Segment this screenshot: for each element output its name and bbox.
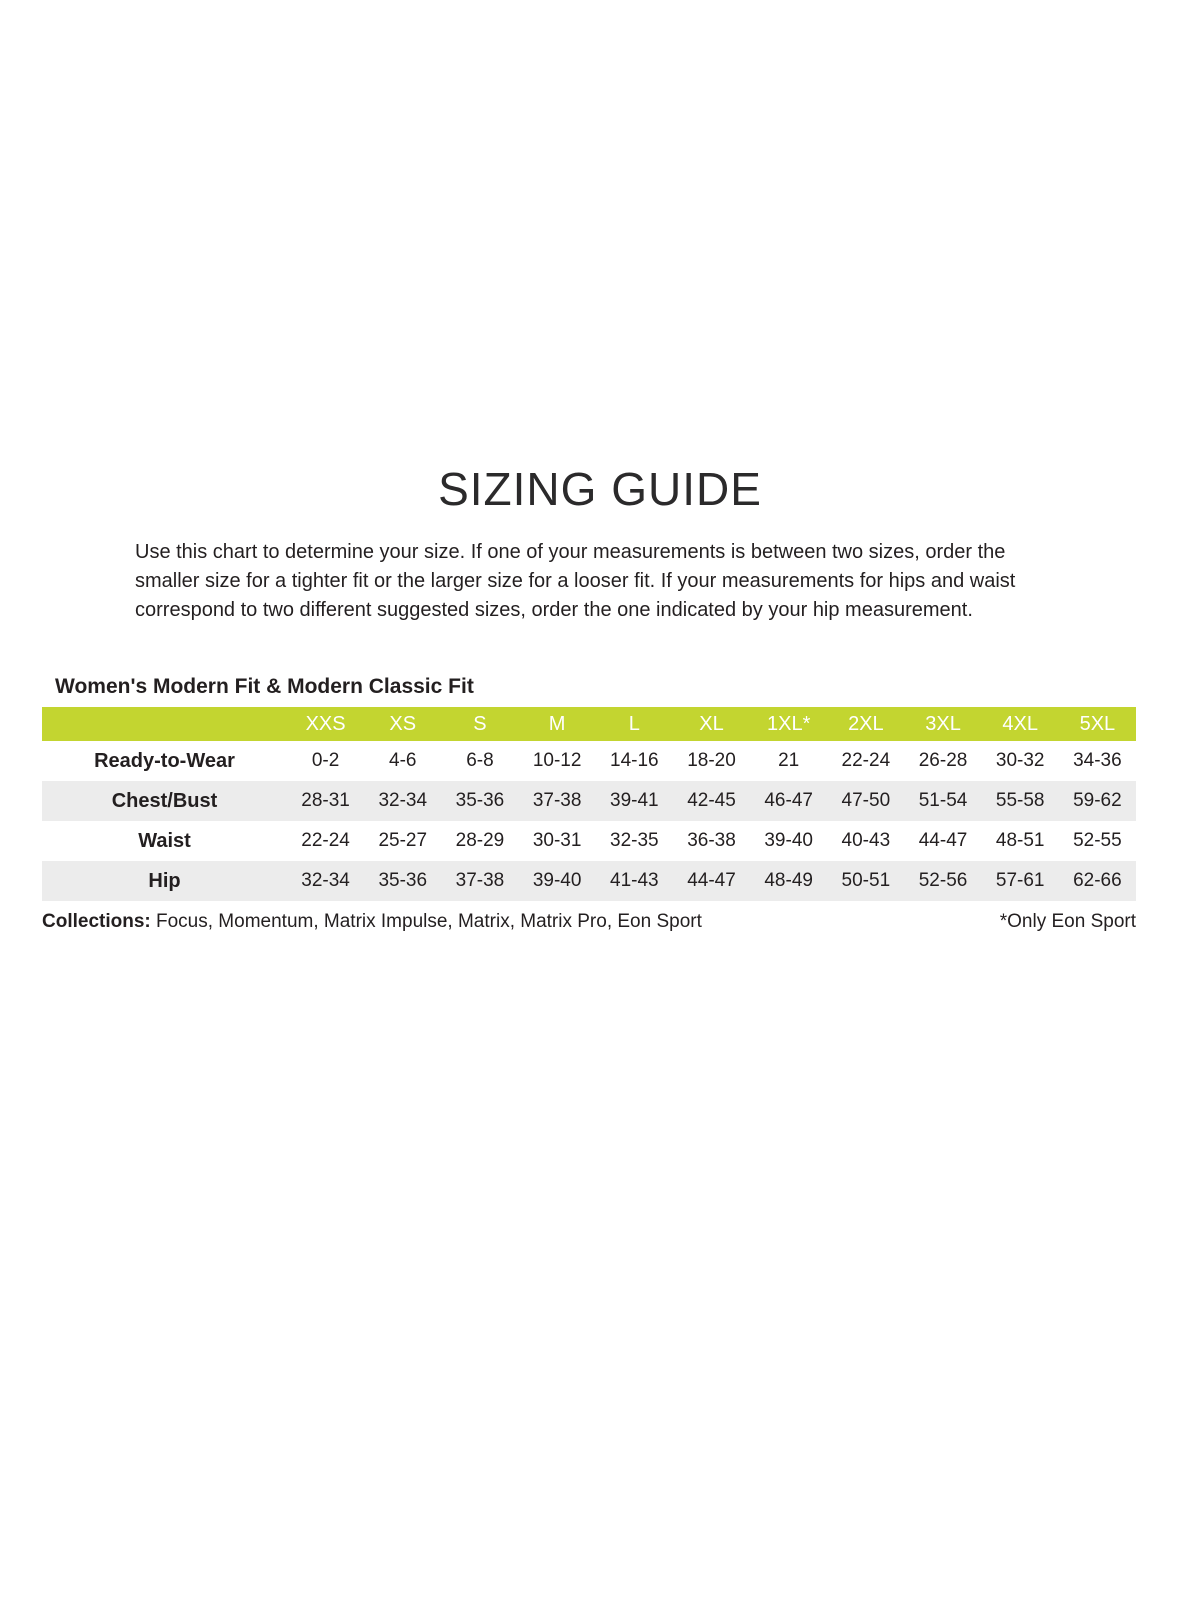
row-label: Hip	[148, 869, 181, 892]
header-cell-m: M	[548, 712, 566, 735]
table-cell: 48-51	[995, 830, 1045, 851]
size-table	[42, 707, 1136, 901]
table-cell: 39-40	[532, 870, 582, 891]
row-label: Ready-to-Wear	[94, 749, 235, 772]
table-cell: 32-34	[301, 870, 350, 891]
collections-line	[42, 911, 702, 933]
header-cell-s: S	[473, 712, 487, 735]
table-row	[42, 741, 1136, 781]
table-cell: 14-16	[610, 750, 659, 771]
table-cell: 51-54	[918, 790, 968, 811]
table-header-row	[42, 707, 1136, 741]
header-cell-xl: XL	[699, 712, 724, 735]
table-cell: 10-12	[532, 750, 582, 771]
row-label: Chest/Bust	[111, 789, 218, 812]
table-cell: 0-2	[311, 750, 340, 771]
page-title: SIZING GUIDE	[438, 463, 762, 515]
table-cell: 26-28	[918, 750, 968, 771]
table-cell: 37-38	[532, 790, 582, 811]
table-cell: 30-31	[532, 830, 582, 851]
row-label: Waist	[138, 829, 191, 852]
header-cell-xxs: XXS	[305, 712, 346, 735]
table-cell: 30-32	[995, 750, 1045, 771]
table-cell: 34-36	[1073, 750, 1122, 771]
table-cell: 52-56	[918, 870, 968, 891]
table-cell: 40-43	[841, 830, 891, 851]
collections-label: Collections:	[42, 911, 151, 932]
table-cell: 32-35	[610, 830, 659, 851]
header-cell-1xl: 1XL*	[766, 712, 811, 735]
table-cell: 57-61	[995, 870, 1045, 891]
table-cell: 50-51	[841, 870, 891, 891]
table-cell: 44-47	[918, 830, 968, 851]
table-cell: 39-41	[610, 790, 659, 811]
table-cell: 41-43	[610, 870, 659, 891]
table-cell: 48-49	[764, 870, 813, 891]
table-cell: 25-27	[378, 830, 428, 851]
table-footer	[42, 911, 1136, 933]
section-title: Women's Modern Fit & Modern Classic Fit	[55, 675, 474, 698]
table-cell: 6-8	[466, 750, 494, 771]
header-cell-l: L	[628, 712, 640, 735]
table-cell: 55-58	[995, 790, 1045, 811]
table-cell: 4-6	[389, 750, 417, 771]
header-cell-2xl: 2XL	[848, 712, 884, 735]
header-cell-4xl: 4XL	[1002, 712, 1039, 735]
intro-paragraph: Use this chart to determine your size. If one of your measurements is between two sizes, order the smaller size for a tighter fit or the larger size for a looser fit. If your measurements for hips and waist correspond to two different suggested sizes, order the one indicated by your hip measurement.	[135, 541, 1016, 621]
table-cell: 32-34	[378, 790, 428, 811]
table-cell: 44-47	[687, 870, 736, 891]
collections-text: Focus, Momentum, Matrix Impulse, Matrix, Matrix Pro, Eon Sport	[150, 911, 702, 932]
header-cell-3xl: 3XL	[925, 712, 961, 735]
table-cell: 36-38	[687, 830, 736, 851]
table-cell: 47-50	[841, 790, 891, 811]
table-cell: 42-45	[687, 790, 736, 811]
table-cell: 21	[778, 750, 800, 771]
table-cell: 59-62	[1073, 790, 1122, 811]
table-cell: 35-36	[378, 870, 428, 891]
table-cell: 22-24	[301, 830, 350, 851]
header-cell-xs: XS	[389, 712, 417, 735]
table-cell: 35-36	[455, 790, 505, 811]
table-cell: 39-40	[764, 830, 813, 851]
table-cell: 62-66	[1073, 870, 1122, 891]
header-cell-5xl: 5XL	[1079, 712, 1116, 735]
table-row	[42, 821, 1136, 861]
table-cell: 46-47	[764, 790, 813, 811]
table-cell: 52-55	[1073, 830, 1122, 851]
footnote: *Only Eon Sport	[999, 911, 1136, 932]
table-cell: 18-20	[687, 750, 736, 771]
table-cell: 37-38	[455, 870, 505, 891]
table-row	[42, 781, 1136, 821]
table-cell: 22-24	[841, 750, 891, 771]
table-cell: 28-31	[301, 790, 350, 811]
table-row	[42, 861, 1136, 901]
table-cell: 28-29	[455, 830, 505, 851]
table-body	[42, 741, 1136, 901]
